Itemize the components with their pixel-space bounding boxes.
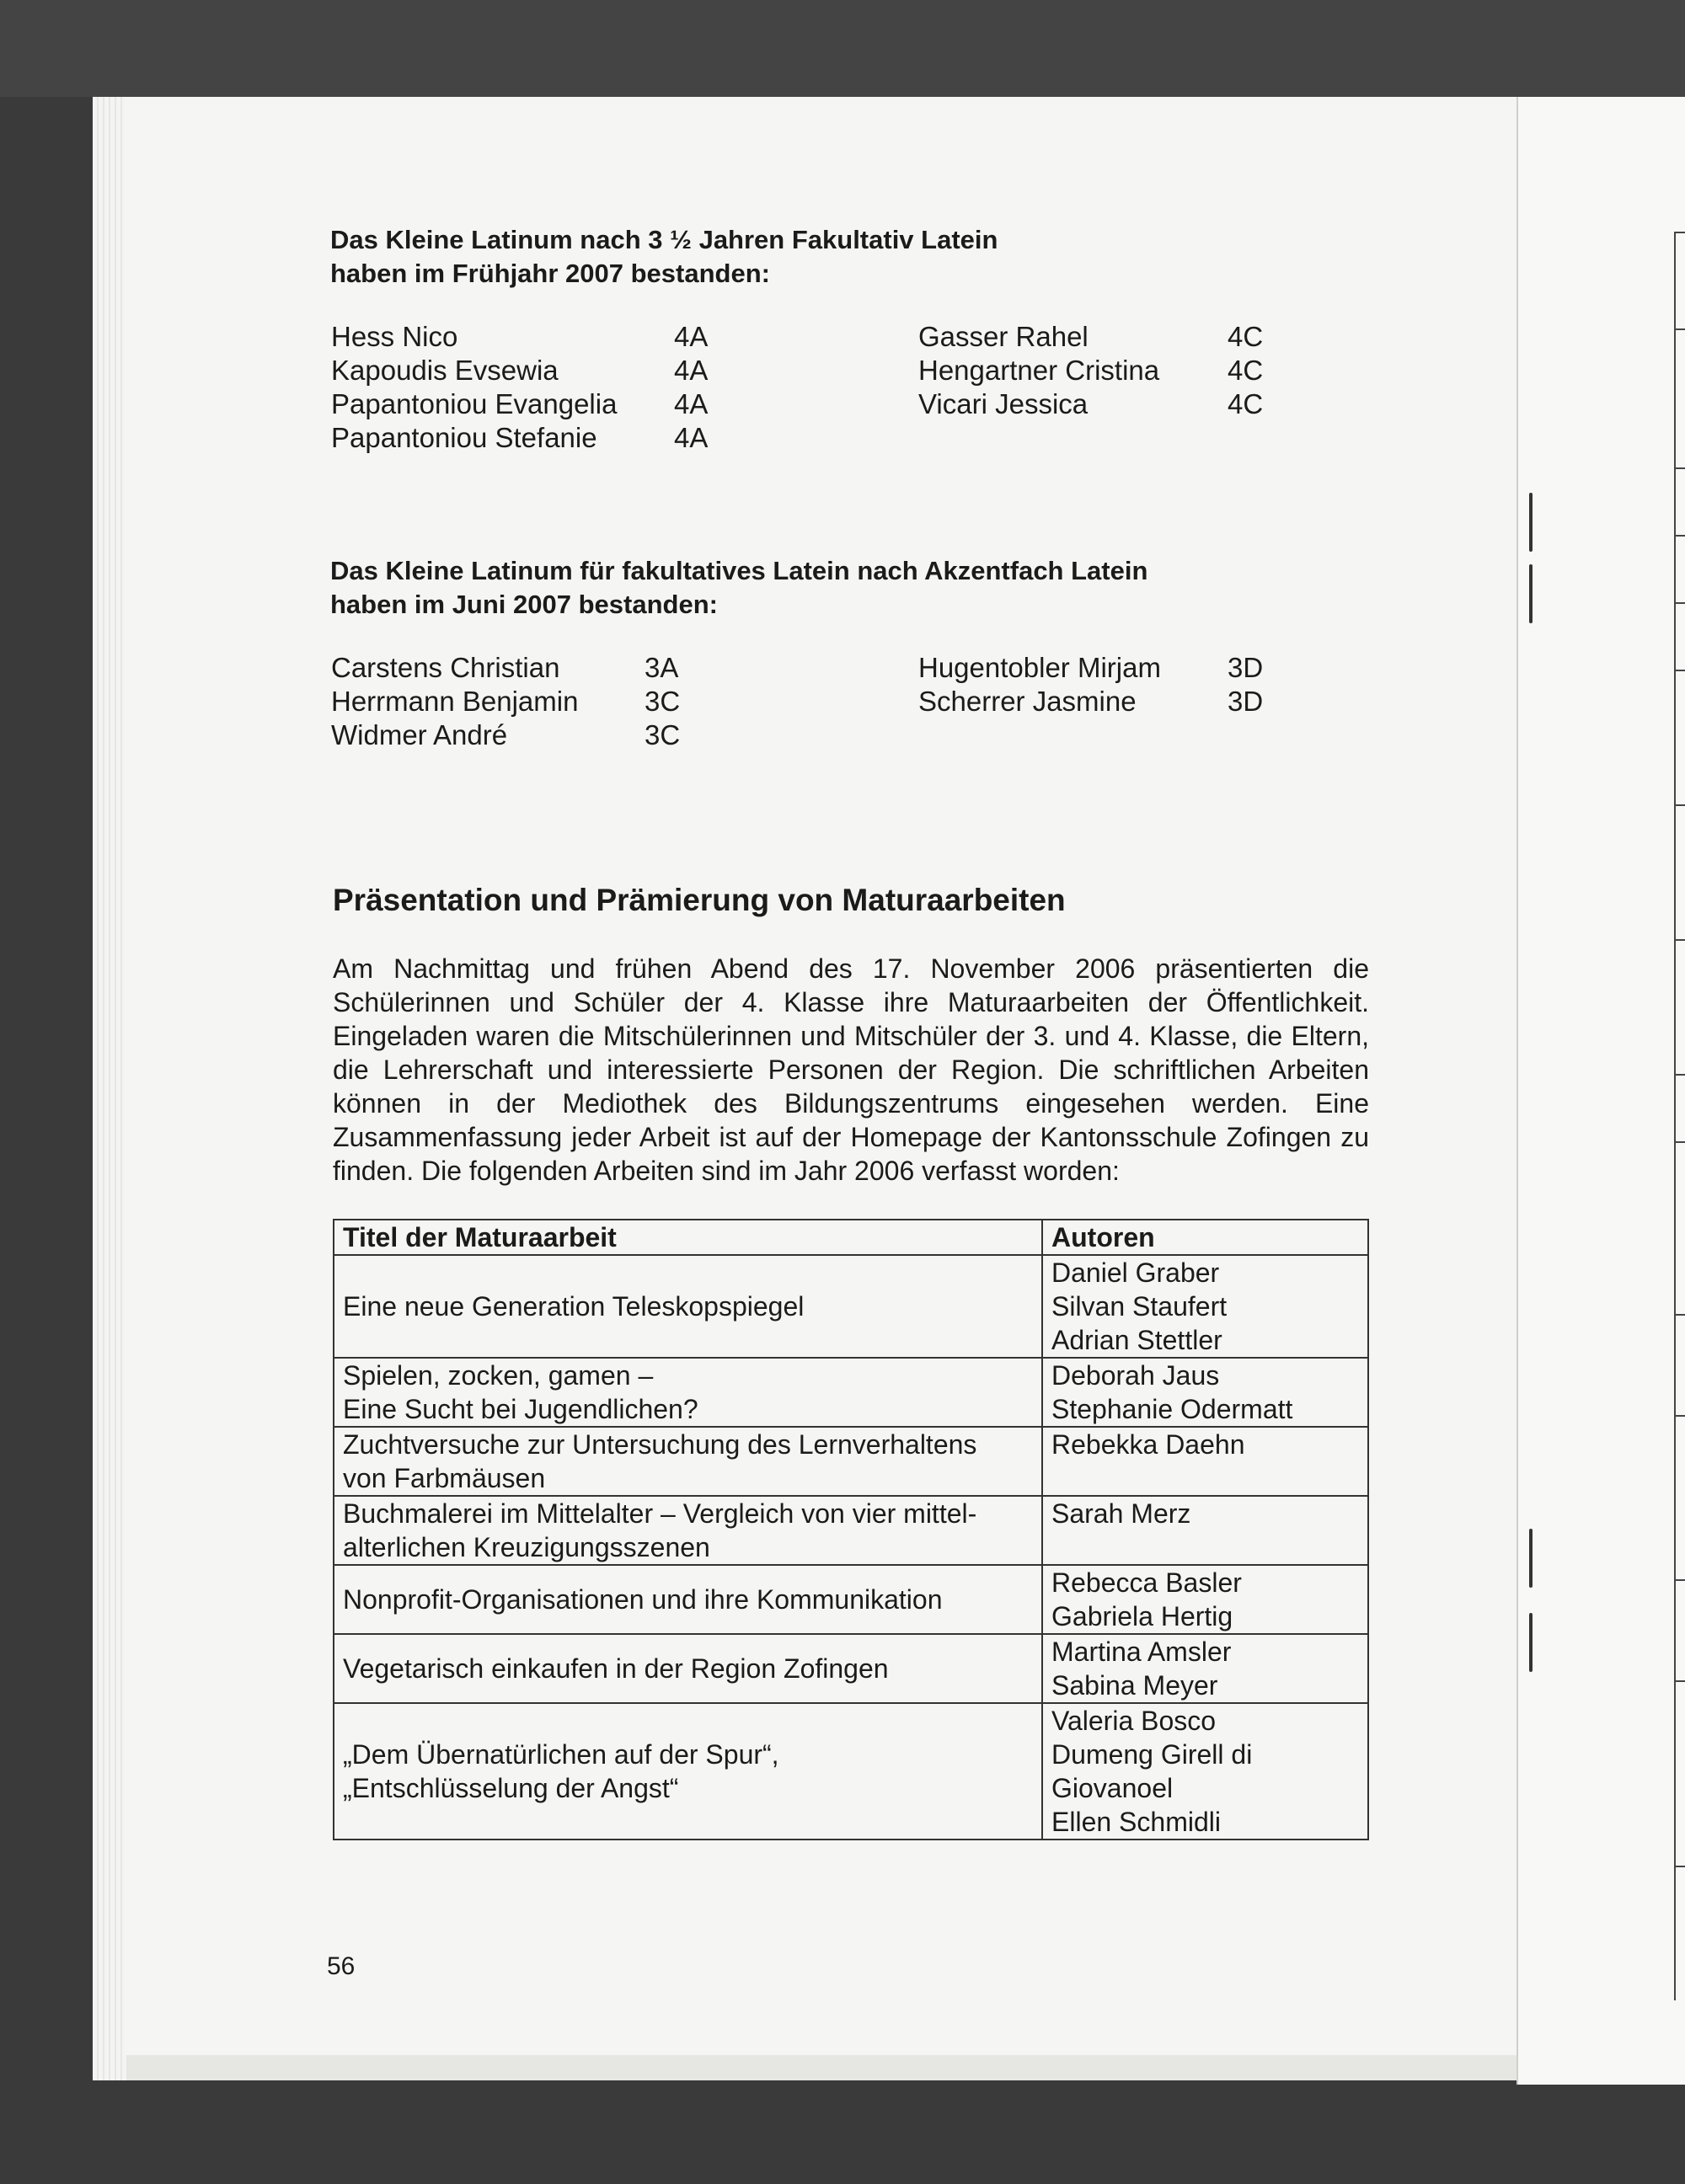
work-authors <box>1042 1703 1368 1840</box>
student-name: Widmer André <box>331 719 508 750</box>
author-name: Sarah Merz <box>1051 1498 1191 1529</box>
work-title-line: Eine neue Generation Teleskopspiegel <box>343 1291 805 1322</box>
work-title-line: Spielen, zocken, gamen – <box>343 1360 654 1391</box>
facing-page <box>1516 97 1685 2085</box>
section2-heading-line2: haben im Juni 2007 bestanden: <box>330 590 718 619</box>
student-class: 4C <box>1228 388 1264 419</box>
facing-table-rule <box>1674 939 1685 941</box>
body-paragraph: Am Nachmittag und frühen Abend des 17. November 2006 präsentierten die Schülerinnen und Schüler der 4. Klasse ihre Maturaarbeiten der Öffentlichkeit. Eingeladen waren die Mitschülerinnen und Mitschüler der 3. und 4. Klasse, die Eltern, die Lehrerschaft und interessierte Personen der Region. Die schriftlichen Arbeiten können in der Mediothek des Bildungszentrums eingesehen werden. Eine Zusammenfassung jeder Arbeit ist auf der Homepage der Kantonsschule Zofingen zu finden. Die folgenden Arbeiten sind im Jahr 2006 verfasst worden: <box>333 953 1369 1186</box>
scan-background <box>0 0 1685 97</box>
facing-table-border <box>1674 232 1676 2000</box>
work-authors <box>1042 1358 1368 1427</box>
work-title <box>334 1427 1042 1496</box>
facing-table-rule <box>1674 670 1685 671</box>
student-name: Hengartner Cristina <box>918 355 1160 386</box>
work-title-line: von Farbmäusen <box>343 1463 546 1493</box>
work-title-line: Vegetarisch einkaufen in der Region Zofingen <box>343 1653 889 1684</box>
author-name: Sabina Meyer <box>1051 1670 1218 1701</box>
author-name: Silvan Staufert <box>1051 1291 1228 1322</box>
facing-table-rule <box>1674 328 1685 330</box>
student-class: 3C <box>645 686 681 717</box>
table-row <box>334 1427 1368 1496</box>
work-title <box>334 1634 1042 1703</box>
student-class: 4C <box>1228 321 1264 352</box>
section2-heading-line1: Das Kleine Latinum für fakultatives Latein nach Akzentfach Latein <box>330 556 1148 585</box>
facing-table-rule <box>1674 1680 1685 1682</box>
table-header-row <box>334 1220 1368 1255</box>
facing-table-rule <box>1674 1314 1685 1316</box>
student-name: Hess Nico <box>331 321 458 352</box>
student-name: Herrmann Benjamin <box>331 686 579 717</box>
work-authors <box>1042 1427 1368 1496</box>
author-name: Adrian Stettler <box>1051 1325 1222 1355</box>
work-authors <box>1042 1565 1368 1634</box>
student-name: Hugentobler Mirjam <box>918 652 1161 683</box>
facing-table-rule <box>1674 1074 1685 1076</box>
author-name: Rebecca Basler <box>1051 1567 1242 1598</box>
facing-table-rule <box>1674 535 1685 537</box>
facing-table-rule <box>1674 1579 1685 1581</box>
student-class: 4A <box>674 422 709 453</box>
author-name: Daniel Graber <box>1051 1258 1220 1288</box>
work-title-line: Eine Sucht bei Jugendlichen? <box>343 1394 698 1424</box>
maturaarbeiten-table <box>333 1219 1369 1840</box>
student-name: Papantoniou Stefanie <box>331 422 597 453</box>
author-name: Ellen Schmidli <box>1051 1807 1221 1837</box>
student-class: 4C <box>1228 355 1264 386</box>
student-class: 4A <box>674 321 709 352</box>
work-title <box>334 1565 1042 1634</box>
facing-table-rule <box>1674 804 1685 806</box>
work-title-line: alterlichen Kreuzigungsszenen <box>343 1532 710 1562</box>
table-row <box>334 1496 1368 1565</box>
table-row <box>334 1703 1368 1840</box>
student-class: 3D <box>1228 686 1264 717</box>
work-authors <box>1042 1496 1368 1565</box>
author-name: Giovanoel <box>1051 1773 1174 1803</box>
author-name: Rebekka Daehn <box>1051 1429 1245 1460</box>
student-name: Papantoniou Evangelia <box>331 388 618 419</box>
facing-table-rule <box>1674 1415 1685 1417</box>
work-title <box>334 1255 1042 1358</box>
work-authors <box>1042 1634 1368 1703</box>
table-row <box>334 1358 1368 1427</box>
binding-staple-mark <box>1529 493 1533 552</box>
facing-table-rule <box>1674 232 1685 233</box>
student-name: Kapoudis Evsewia <box>331 355 559 386</box>
section1-heading-line2: haben im Frühjahr 2007 bestanden: <box>330 259 770 288</box>
facing-table-rule <box>1674 1141 1685 1143</box>
author-name: Martina Amsler <box>1051 1637 1232 1667</box>
page-number: 56 <box>327 1952 356 1980</box>
binding-staple-mark <box>1529 564 1533 623</box>
student-class: 3A <box>645 652 679 683</box>
section-title: Präsentation und Prämierung von Maturaarbeiten <box>333 883 1066 917</box>
binding-staple-mark <box>1529 1529 1533 1588</box>
work-title-line: Nonprofit-Organisationen und ihre Kommunikation <box>343 1584 943 1615</box>
student-class: 3D <box>1228 652 1264 683</box>
column-header-title: Titel der Maturaarbeit <box>334 1220 1042 1255</box>
table-row <box>334 1565 1368 1634</box>
student-name: Gasser Rahel <box>918 321 1089 352</box>
work-title-line: Zuchtversuche zur Untersuchung des Lernverhaltens <box>343 1429 977 1460</box>
facing-table-rule <box>1674 1866 1685 1867</box>
section1-heading-line1: Das Kleine Latinum nach 3 ½ Jahren Fakultativ Latein <box>330 225 998 254</box>
author-name: Dumeng Girell di <box>1051 1739 1253 1770</box>
work-title <box>334 1358 1042 1427</box>
student-class: 4A <box>674 388 709 419</box>
work-authors <box>1042 1255 1368 1358</box>
table-row <box>334 1634 1368 1703</box>
student-name: Vicari Jessica <box>918 388 1089 419</box>
table-row <box>334 1255 1368 1358</box>
student-name: Scherrer Jasmine <box>918 686 1137 717</box>
work-title-line: „Dem Übernatürlichen auf der Spur“, <box>343 1739 779 1770</box>
work-title-line: Buchmalerei im Mittelalter – Vergleich von vier mittel- <box>343 1498 977 1529</box>
work-title-line: „Entschlüsselung der Angst“ <box>343 1773 679 1803</box>
facing-table-rule <box>1674 467 1685 469</box>
author-name: Deborah Jaus <box>1051 1360 1220 1391</box>
author-name: Valeria Bosco <box>1051 1706 1217 1736</box>
author-name: Stephanie Odermatt <box>1051 1394 1293 1424</box>
facing-table-rule <box>1674 602 1685 604</box>
binding-staple-mark <box>1529 1613 1533 1672</box>
work-title <box>334 1703 1042 1840</box>
student-class: 3C <box>645 719 681 750</box>
student-name: Carstens Christian <box>331 652 560 683</box>
column-header-authors: Autoren <box>1042 1220 1368 1255</box>
student-class: 4A <box>674 355 709 386</box>
author-name: Gabriela Hertig <box>1051 1601 1233 1631</box>
work-title <box>334 1496 1042 1565</box>
page-bottom-edge <box>126 2055 1559 2080</box>
